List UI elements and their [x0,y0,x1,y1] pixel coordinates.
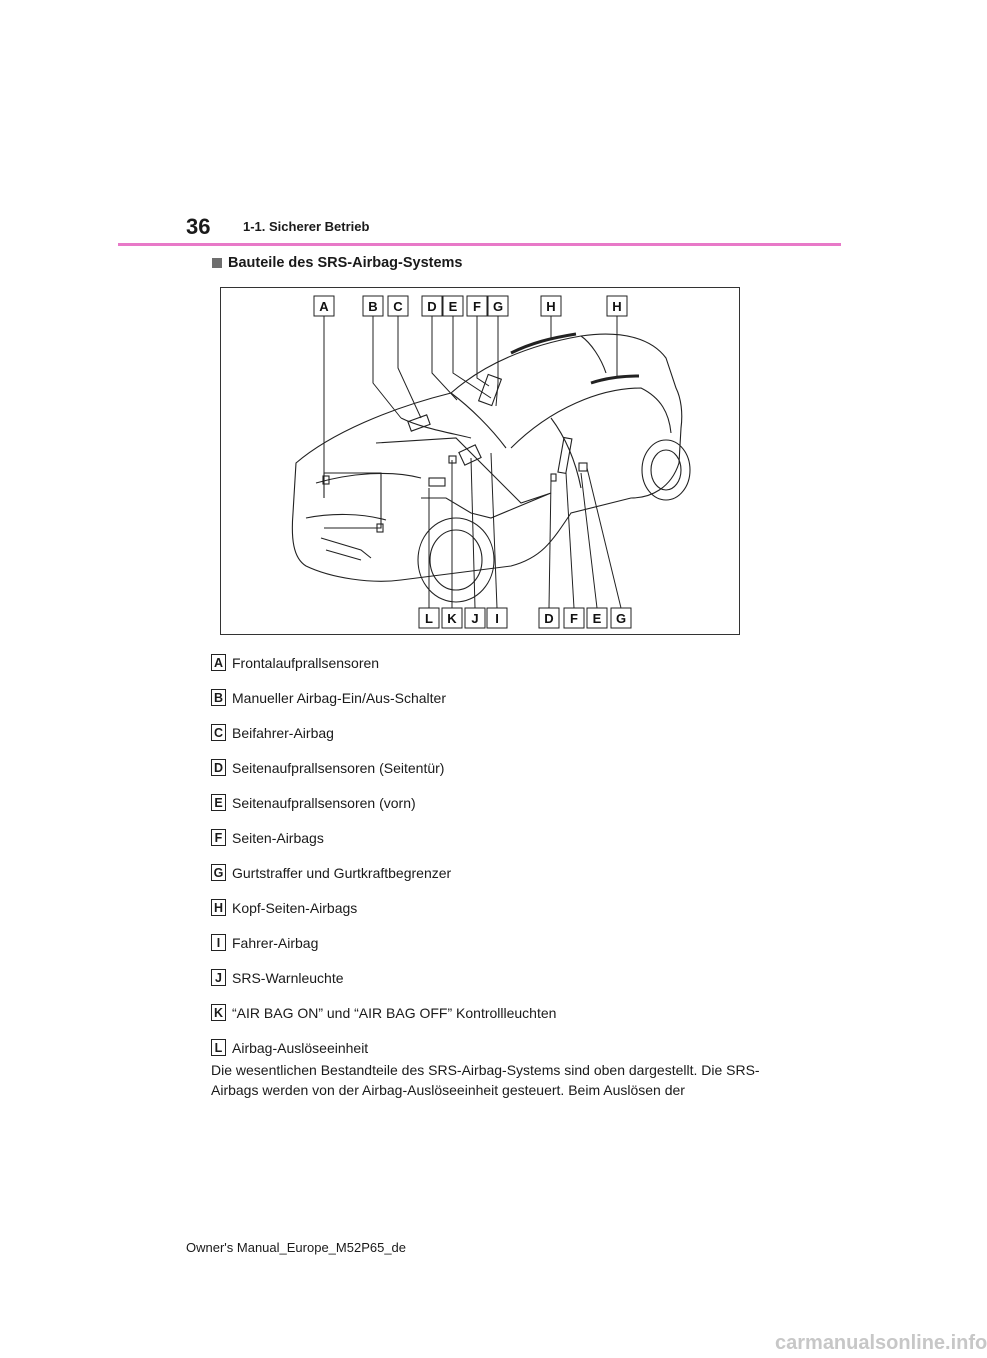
svg-text:G: G [615,611,627,626]
legend-item [211,750,771,785]
legend-text: Seitenaufprallsensoren (Seitentür) [232,759,445,776]
svg-text:B: B [368,299,378,314]
airbag-system-figure [220,287,740,635]
figure-top-label-4 [443,296,463,316]
svg-text:K: K [447,611,457,626]
svg-text:A: A [319,299,329,314]
figure-top-label-8 [607,296,627,316]
legend-letter: H [211,899,226,916]
legend-letter: G [211,864,226,881]
watermark: carmanualsonline.info [775,1332,987,1354]
svg-text:G: G [492,299,504,314]
square-bullet-icon [212,258,222,268]
legend-item [211,785,771,820]
legend-item [211,925,771,960]
legend-letter: F [211,829,226,846]
header-divider [118,243,841,246]
figure-top-label-0 [314,296,334,316]
car-diagram [221,288,739,634]
legend-item [211,820,771,855]
svg-text:I: I [495,611,499,626]
legend-item [211,960,771,995]
subheading [212,255,463,271]
legend-item [211,855,771,890]
legend-text: Seitenaufprallsensoren (vorn) [232,794,416,811]
svg-text:E: E [592,611,602,626]
svg-text:L: L [425,611,433,626]
legend-letter: K [211,1004,226,1021]
legend-text: Gurtstraffer und Gurtkraftbegrenzer [232,864,452,881]
svg-text:F: F [473,299,481,314]
legend-text: Kopf-Seiten-Airbags [232,899,358,916]
legend-text: Beifahrer-Airbag [232,724,334,741]
svg-text:C: C [393,299,403,314]
legend-text: “AIR BAG ON” und “AIR BAG OFF” Kontrollleuchten [232,1004,557,1021]
legend-letter: A [211,654,226,671]
figure-bottom-label-2 [465,608,485,628]
legend-text: Frontalaufprallsensoren [232,654,380,671]
figure-bottom-label-0 [419,608,439,628]
legend-text: Seiten-Airbags [232,829,324,846]
legend-item [211,680,771,715]
figure-bottom-label-3 [487,608,507,628]
legend-item [211,890,771,925]
figure-bottom-label-6 [587,608,607,628]
svg-text:J: J [471,611,479,626]
page-number: 36 [186,214,211,239]
svg-text:E: E [448,299,458,314]
legend-letter: B [211,689,226,706]
legend-item [211,645,771,680]
legend-letter: J [211,969,226,986]
svg-text:D: D [427,299,437,314]
svg-text:H: H [612,299,622,314]
figure-bottom-label-1 [442,608,462,628]
legend-text: Airbag-Auslöseeinheit [232,1039,369,1056]
legend-letter: D [211,759,226,776]
svg-text:D: D [544,611,554,626]
legend-text: Fahrer-Airbag [232,934,319,951]
figure-top-label-1 [363,296,383,316]
svg-text:F: F [570,611,578,626]
figure-bottom-label-5 [564,608,584,628]
figure-top-label-3 [422,296,442,316]
legend-list [211,645,771,1065]
figure-bottom-label-4 [539,608,559,628]
figure-bottom-label-7 [611,608,631,628]
svg-text:H: H [546,299,556,314]
section-title: 1-1. Sicherer Betrieb [243,219,370,234]
legend-item [211,715,771,750]
legend-letter: I [211,934,226,951]
body-paragraph: Die wesentlichen Bestandteile des SRS-Airbag-Systems sind oben dargestellt. Die SRS-Airbags werden von der Airbag-Auslöseeinheit gesteuert. Beim Auslösen der [211,1062,760,1098]
subheading-text: Bauteile des SRS-Airbag-Systems [228,255,463,271]
legend-letter: E [211,794,226,811]
figure-top-label-7 [541,296,561,316]
legend-item [211,995,771,1030]
legend-letter: C [211,724,226,741]
legend-text: SRS-Warnleuchte [232,969,344,986]
legend-text: Manueller Airbag-Ein/Aus-Schalter [232,689,446,706]
figure-top-label-5 [467,296,487,316]
figure-top-label-6 [488,296,508,316]
legend-letter: L [211,1039,226,1056]
figure-top-label-2 [388,296,408,316]
footer-text: Owner's Manual_Europe_M52P65_de [186,1240,407,1255]
